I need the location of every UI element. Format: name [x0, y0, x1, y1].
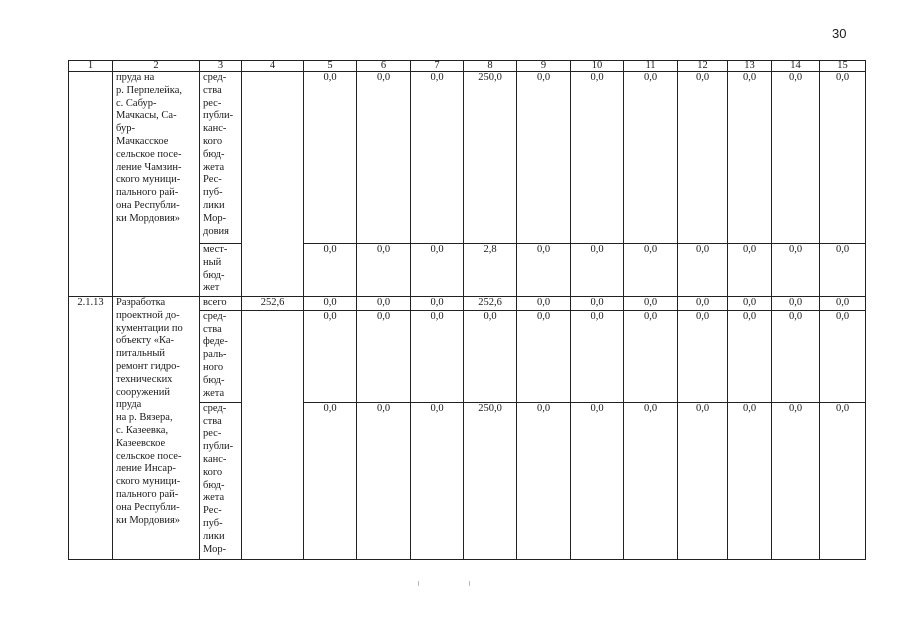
value-cell: 0,0 [304, 402, 357, 559]
source-cell [200, 402, 242, 559]
source-cell [200, 244, 242, 297]
text-line: Рес- [203, 505, 222, 517]
column-header: 3 [200, 61, 242, 72]
value-cell: 0,0 [571, 402, 624, 559]
total-cell: 252,6 [242, 297, 304, 311]
text-line: сред- [203, 72, 227, 83]
value-cell: 250,0 [464, 72, 517, 244]
value-cell: 0,0 [517, 310, 571, 402]
value-cell: 0,0 [624, 244, 678, 297]
code-cell: 2.1.13 [69, 297, 113, 560]
total-cell [242, 72, 304, 297]
value-cell: 0,0 [772, 72, 820, 244]
text-line: сельское посе- [116, 148, 182, 160]
value-cell: 0,0 [357, 310, 411, 402]
value-cell: 0,0 [624, 402, 678, 559]
text-line: жета [203, 161, 225, 173]
column-header: 1 [69, 61, 113, 72]
value-cell: 0,0 [624, 310, 678, 402]
text-line: канс- [203, 123, 227, 135]
text-line: ства [203, 415, 222, 427]
text-line: на р. Вязера, [116, 412, 173, 424]
text-line: Мачкасы, Са- [116, 110, 177, 122]
value-cell: 0,0 [678, 310, 728, 402]
text-line: с. Казеевка, [116, 424, 169, 436]
text-line: Мор- [203, 543, 227, 555]
column-header: 10 [571, 61, 624, 72]
value-cell: 0,0 [820, 244, 866, 297]
text-line: Мор- [203, 212, 227, 224]
text-line: пуб- [203, 517, 223, 529]
text-line: она Республи- [116, 501, 180, 513]
column-header: 14 [772, 61, 820, 72]
text-line: бюд- [203, 269, 225, 281]
text-line: Рес- [203, 174, 222, 186]
text-line: мест- [203, 244, 228, 255]
total-cell [242, 310, 304, 559]
value-cell: 0,0 [464, 310, 517, 402]
column-header: 9 [517, 61, 571, 72]
value-cell: 0,0 [728, 402, 772, 559]
value-cell: 0,0 [728, 244, 772, 297]
column-header: 7 [411, 61, 464, 72]
value-cell: 0,0 [772, 310, 820, 402]
value-cell: 0,0 [678, 297, 728, 311]
column-header: 2 [113, 61, 200, 72]
value-cell: 252,6 [464, 297, 517, 311]
text-line: сред- [203, 310, 227, 322]
text-line: питальный [116, 348, 166, 360]
text-line: рес- [203, 428, 222, 440]
code-cell [69, 72, 113, 297]
text-line: феде- [203, 336, 228, 348]
text-line: ства [203, 84, 222, 96]
text-line: кого [203, 466, 223, 478]
value-cell: 0,0 [772, 402, 820, 559]
text-line: кого [203, 135, 223, 147]
scan-artifact [418, 581, 419, 586]
text-line: пруда на [116, 72, 155, 83]
value-cell: 250,0 [464, 402, 517, 559]
text-line: ки Мордовия» [116, 212, 181, 224]
value-cell: 0,0 [304, 244, 357, 297]
text-line: ремонт гидро- [116, 360, 180, 372]
column-header: 5 [304, 61, 357, 72]
text-line: объекту «Ка- [116, 335, 174, 347]
value-cell: 2,8 [464, 244, 517, 297]
column-header: 13 [728, 61, 772, 72]
description-cell [113, 72, 200, 297]
text-line: довия [203, 225, 229, 237]
text-line: ского муници- [116, 174, 181, 186]
text-line: сельское посе- [116, 450, 182, 462]
text-line: ского муници- [116, 476, 181, 488]
value-cell: 0,0 [728, 310, 772, 402]
value-cell: 0,0 [820, 297, 866, 311]
value-cell: 0,0 [772, 244, 820, 297]
text-line: бюд- [203, 148, 225, 160]
table-row [69, 297, 866, 311]
column-header: 8 [464, 61, 517, 72]
budget-table [68, 60, 866, 560]
description-cell [113, 297, 200, 560]
value-cell: 0,0 [678, 72, 728, 244]
text-line: сооружений [116, 386, 171, 398]
value-cell: 0,0 [357, 402, 411, 559]
value-cell: 0,0 [571, 297, 624, 311]
value-cell: 0,0 [517, 72, 571, 244]
value-cell: 0,0 [571, 72, 624, 244]
text-line: пального рай- [116, 488, 179, 500]
value-cell: 0,0 [357, 72, 411, 244]
value-cell: 0,0 [772, 297, 820, 311]
column-header: 11 [624, 61, 678, 72]
text-line: публи- [203, 110, 234, 122]
value-cell: 0,0 [517, 244, 571, 297]
value-cell: 0,0 [624, 297, 678, 311]
text-line: бур- [116, 123, 135, 135]
page-number: 30 [832, 26, 847, 41]
column-header: 15 [820, 61, 866, 72]
text-line: ства [203, 323, 222, 335]
text-line: кументации по [116, 322, 183, 334]
text-line: проектной до- [116, 309, 180, 321]
value-cell: 0,0 [678, 402, 728, 559]
value-cell: 0,0 [411, 310, 464, 402]
column-number-header-row [69, 61, 866, 72]
source-cell [200, 310, 242, 402]
value-cell: 0,0 [304, 310, 357, 402]
text-line: ного [203, 361, 224, 373]
text-line: лики [203, 199, 225, 211]
value-cell: 0,0 [304, 297, 357, 311]
text-line: жет [203, 282, 220, 294]
value-cell: 0,0 [304, 72, 357, 244]
value-cell: 0,0 [571, 244, 624, 297]
source-cell [200, 72, 242, 244]
source-cell: всего [200, 297, 242, 311]
value-cell: 0,0 [678, 244, 728, 297]
value-cell: 0,0 [820, 402, 866, 559]
value-cell: 0,0 [820, 310, 866, 402]
text-line: жета [203, 492, 225, 504]
text-line: ки Мордовия» [116, 514, 181, 526]
text-line: с. Сабур- [116, 97, 157, 109]
table-row [69, 72, 866, 244]
text-line: ный [203, 256, 222, 268]
text-line: пруда [116, 399, 142, 411]
text-line: ление Чамзин- [116, 161, 182, 173]
text-line: жета [203, 387, 225, 399]
text-line: рес- [203, 97, 222, 109]
value-cell: 0,0 [411, 297, 464, 311]
column-header: 4 [242, 61, 304, 72]
value-cell: 0,0 [624, 72, 678, 244]
text-line: бюд- [203, 479, 225, 491]
text-line: лики [203, 530, 225, 542]
text-line: технических [116, 373, 173, 385]
text-line: Мачкасское [116, 135, 169, 147]
text-line: канс- [203, 453, 227, 465]
value-cell: 0,0 [357, 244, 411, 297]
text-line: пуб- [203, 187, 223, 199]
text-line: Разработка [116, 297, 166, 308]
text-line: сред- [203, 402, 227, 414]
value-cell: 0,0 [517, 297, 571, 311]
text-line: бюд- [203, 374, 225, 386]
value-cell: 0,0 [728, 297, 772, 311]
text-line: ление Инсар- [116, 463, 176, 475]
text-line: Казеевское [116, 437, 166, 449]
value-cell: 0,0 [517, 402, 571, 559]
value-cell: 0,0 [820, 72, 866, 244]
scan-artifact [469, 581, 470, 586]
value-cell: 0,0 [411, 72, 464, 244]
text-line: р. Перпелейка, [116, 84, 183, 96]
value-cell: 0,0 [411, 244, 464, 297]
column-header: 12 [678, 61, 728, 72]
value-cell: 0,0 [571, 310, 624, 402]
text-line: она Республи- [116, 199, 180, 211]
value-cell: 0,0 [411, 402, 464, 559]
text-line: раль- [203, 349, 227, 361]
text-line: публи- [203, 441, 234, 453]
value-cell: 0,0 [728, 72, 772, 244]
value-cell: 0,0 [357, 297, 411, 311]
column-header: 6 [357, 61, 411, 72]
text-line: пального рай- [116, 187, 179, 199]
